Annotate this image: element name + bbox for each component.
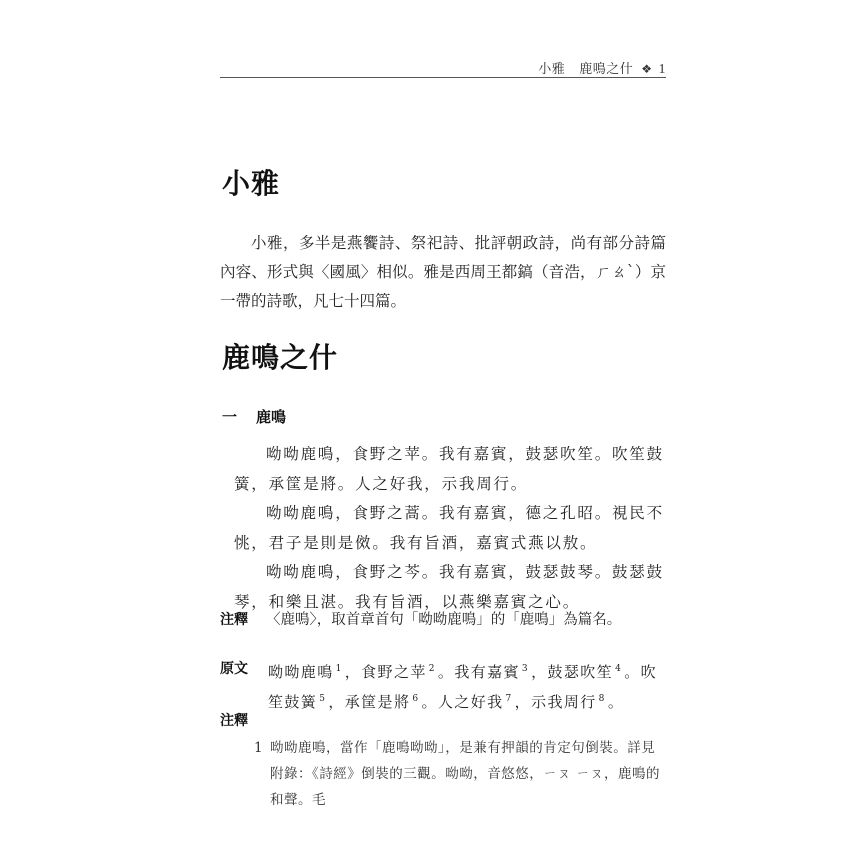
note-ref: 6 (412, 694, 420, 704)
intro-text: 小雅，多半是燕饗詩、祭祀詩、批評朝政詩，尚有部分詩篇內容、形式與〈國風〉相似。雅是西周王都鎬（音浩，ㄏㄠˋ）京一帶的詩歌，凡七十四篇。 (220, 234, 666, 310)
poem-number: 一 (222, 408, 238, 426)
punct: ， (514, 693, 532, 711)
stanza: 呦呦鹿鳴，食野之苹。我有嘉賓，鼓瑟吹笙。吹笙鼓簧，承筐是將。人之好我，示我周行。 (234, 445, 664, 493)
original-segment: 吹笙鼓簧 (268, 663, 658, 711)
poem-title: 鹿鳴 (256, 408, 287, 426)
intro-paragraph (220, 229, 666, 316)
footnote-item (254, 735, 666, 813)
header-chapter: 鹿鳴之什 (579, 62, 634, 77)
book-page (220, 0, 666, 850)
original-segment: 鼓瑟吹笙 (547, 663, 614, 681)
title-note (220, 608, 666, 629)
note-ref: 4 (615, 664, 623, 674)
page-number: 1 (658, 62, 666, 77)
punct: ， (531, 663, 548, 681)
note-ref: 3 (521, 664, 530, 674)
punct: ， (344, 663, 362, 681)
title-note-label: 注釋 (220, 612, 248, 628)
punct: 。 (624, 663, 641, 681)
original-segment: 食野之苹 (361, 663, 427, 681)
annotations-label: 注釋 (220, 713, 248, 729)
original-label: 原文 (220, 661, 248, 677)
header-section: 小雅 (538, 62, 566, 77)
original-text-block (220, 656, 666, 716)
note-ref: 2 (428, 664, 436, 674)
running-header (220, 58, 666, 76)
stanza: 呦呦鹿鳴，食野之蒿。我有嘉賓，德之孔昭。視民不恌，君子是則是傚。我有旨酒，嘉賓式燕以敖。 (234, 504, 664, 552)
original-body (268, 656, 666, 716)
poem-heading (222, 406, 286, 427)
poem-text (234, 440, 666, 617)
footnote-number: 1 (254, 740, 263, 756)
punct: 。 (607, 693, 625, 711)
note-ref: 1 (335, 664, 343, 674)
original-segment: 人之好我 (437, 693, 504, 711)
section-title: 小雅 (222, 167, 281, 200)
stanza: 呦呦鹿鳴，食野之芩。我有嘉賓，鼓瑟鼓琴。鼓瑟鼓琴，和樂且湛。我有旨酒，以燕樂嘉賓之心。 (234, 563, 664, 611)
header-rule (220, 77, 666, 78)
original-segment: 承筐是將 (344, 693, 411, 711)
chapter-title: 鹿鳴之什 (222, 341, 339, 374)
note-ref: 5 (319, 694, 327, 704)
original-segment: 示我周行 (531, 693, 597, 711)
punct: ， (328, 693, 345, 711)
original-segment: 我有嘉賓 (454, 663, 520, 681)
note-ref: 8 (598, 694, 606, 704)
note-ref: 7 (505, 694, 513, 704)
footnote-text: 呦呦鹿鳴，當作「鹿鳴呦呦」，是兼有押韻的肯定句倒裝。詳見附錄：《詩經》倒裝的三觀。呦呦，音悠悠，ㄧㄡ ㄧㄡ，鹿鳴的和聲。毛 (270, 740, 661, 808)
punct: 。 (421, 693, 438, 711)
title-note-text: 〈鹿鳴〉，取首章首句「呦呦鹿鳴」的「鹿鳴」為篇名。 (266, 612, 622, 628)
ornament-icon: ❖ (641, 62, 653, 76)
punct: 。 (437, 663, 455, 681)
original-segment: 呦呦鹿鳴 (268, 663, 334, 681)
